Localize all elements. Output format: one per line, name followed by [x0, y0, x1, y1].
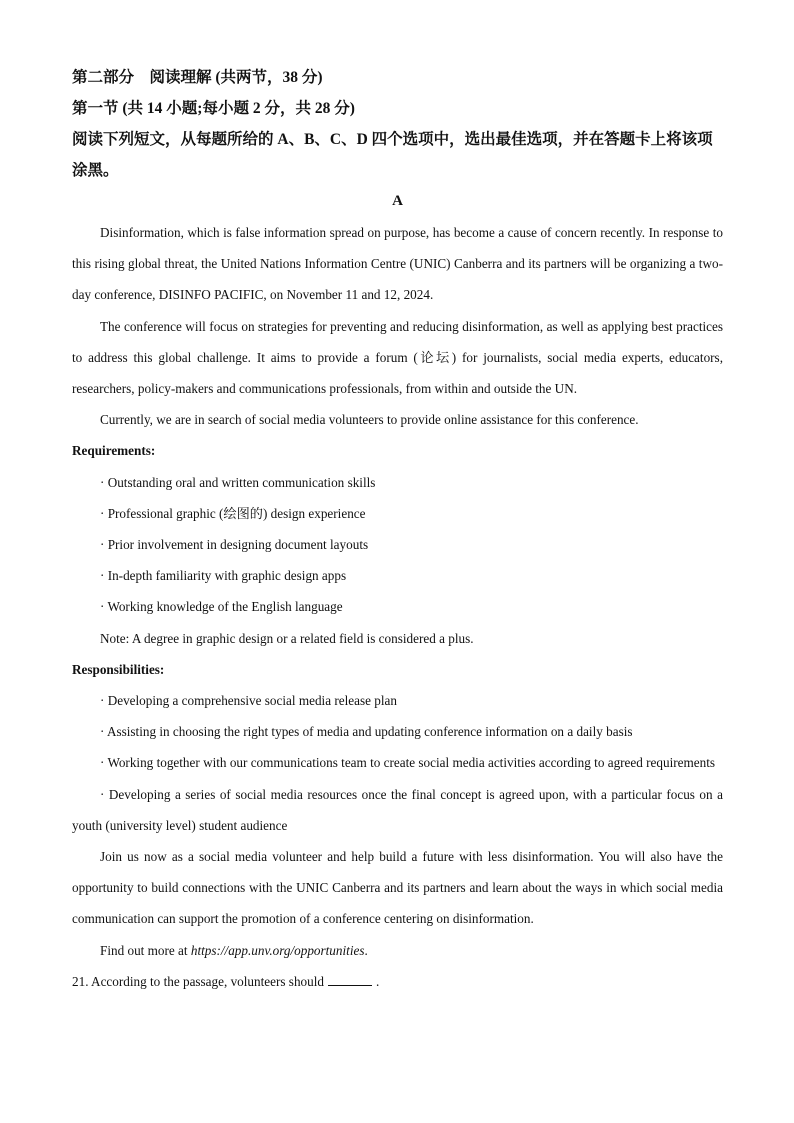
part-title: 第二部分 阅读理解 (共两节，38 分) [72, 69, 323, 86]
find-more-line [72, 935, 723, 966]
instructions: 阅读下列短文，从每题所给的 A、B、C、D 四个选项中，选出最佳选项，并在答题卡上将该项涂黑。 [72, 131, 713, 179]
opportunities-link[interactable]: https://app.unv.org/opportunities [190, 942, 365, 958]
closing-paragraph: Join us now as a social media volunteer and help build a future with less disinformation. You will also have the opportunity to build connections with the UNIC Canberra and its partners and learn about the ways in which social media communication can support the promotion of a conference centering on disinformation. [72, 849, 723, 927]
question-stem: 21. According to the passage, volunteers should [72, 973, 324, 989]
requirement-item: · Professional graphic (绘图的) design experience [100, 505, 366, 521]
responsibilities-heading: Responsibilities: [72, 661, 165, 677]
section-title: 第一节 (共 14 小题;每小题 2 分，共 28 分) [72, 100, 355, 117]
paragraph-2: The conference will focus on strategies for preventing and reducing disinformation, as well as applying best practices to address this global challenge. It aims to provide a forum (论坛) for journalists, social media experts, educators, researchers, policy-makers and communications professionals, from within and outside the UN. [72, 318, 723, 397]
responsibility-item: · Working together with our communications team to create social media activities according to agreed requirements [100, 755, 715, 771]
question-21 [72, 966, 723, 997]
passage-label: A [392, 193, 403, 209]
responsibility-item: · Developing a series of social media resources once the final concept is agreed upon, with a particular focus on a youth (university level) student audience [72, 786, 723, 833]
requirements-heading: Requirements: [72, 443, 156, 459]
requirement-item: · In-depth familiarity with graphic design apps [100, 568, 347, 584]
find-more-prefix: Find out more at [100, 942, 191, 958]
answer-blank [328, 973, 372, 986]
responsibility-item: · Assisting in choosing the right types of media and updating conference information on a daily basis [100, 724, 633, 740]
responsibility-item: · Developing a comprehensive social media release plan [100, 693, 397, 709]
paragraph-1: Disinformation, which is false information spread on purpose, has become a cause of concern recently. In response to this rising global threat, the United Nations Information Centre (UNIC) Canberra and its partners will be organizing a two-day conference, DISINFO PACIFIC, on November 11 and 12, 2024. [72, 225, 723, 303]
find-more-suffix: . [364, 942, 368, 958]
paragraph-3: Currently, we are in search of social media volunteers to provide online assistance for this conference. [100, 412, 639, 428]
requirement-item: · Prior involvement in designing document layouts [100, 537, 369, 553]
requirement-item: · Outstanding oral and written communication skills [100, 474, 376, 490]
question-end: . [375, 973, 380, 989]
requirements-note: Note: A degree in graphic design or a related field is considered a plus. [100, 630, 474, 646]
exam-page [72, 62, 723, 997]
requirement-item: · Working knowledge of the English language [100, 599, 343, 615]
